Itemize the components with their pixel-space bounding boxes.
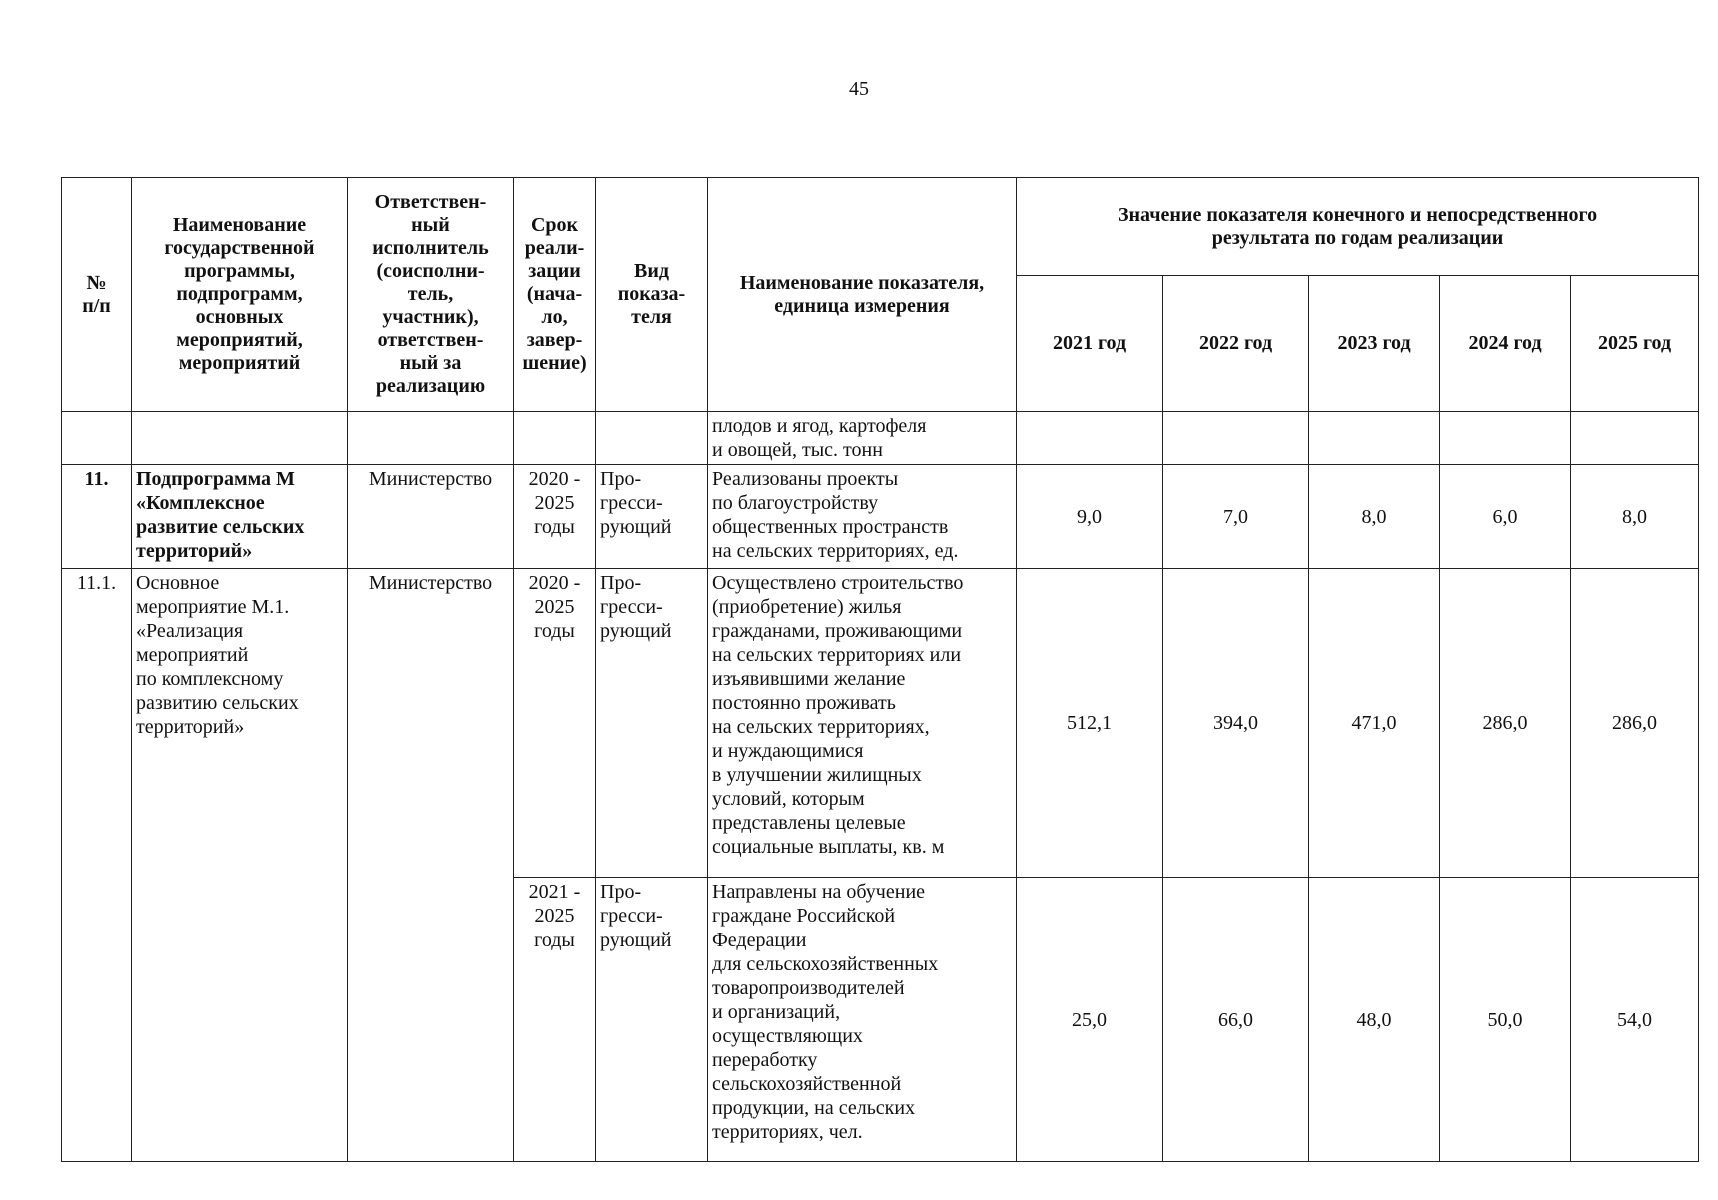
header-name: Наименование государственной программы, подпрограмм, основных мероприятий, мероприятий <box>132 178 348 412</box>
cell-period: 2020 - 2025 годы <box>514 465 596 569</box>
header-year-2021: 2021 год <box>1017 276 1163 412</box>
cell-value-2024: 286,0 <box>1440 569 1571 878</box>
cell-empty <box>1017 412 1163 465</box>
table-row-11-1 <box>62 569 1699 878</box>
table-row-continuation <box>62 412 1699 465</box>
cell-indicator-type: Про- гресси- рующий <box>596 878 708 1162</box>
cell-program-name: Основное мероприятие М.1. «Реализация мероприятий по комплексному развитию сельских территорий» <box>132 569 348 1162</box>
header-year-2022: 2022 год <box>1163 276 1309 412</box>
cell-empty <box>1163 412 1309 465</box>
cell-empty <box>62 412 132 465</box>
cell-value-2024: 50,0 <box>1440 878 1571 1162</box>
cell-value-2022: 7,0 <box>1163 465 1309 569</box>
cell-indicator-type: Про- гресси- рующий <box>596 465 708 569</box>
cell-value-2022: 394,0 <box>1163 569 1309 878</box>
cell-empty <box>348 412 514 465</box>
cell-value-2023: 471,0 <box>1309 569 1440 878</box>
cell-value-2025: 286,0 <box>1571 569 1699 878</box>
header-row-1 <box>62 178 1699 276</box>
cell-value-2025: 8,0 <box>1571 465 1699 569</box>
page-number: 45 <box>849 78 869 100</box>
cell-executor: Министерство <box>348 569 514 1162</box>
cell-empty <box>514 412 596 465</box>
indicators-table <box>61 177 1699 1162</box>
cell-indicator: Осуществлено строительство (приобретение) жилья гражданами, проживающими на сельских территориях или изъявившими желание постоянно проживать на сельских территориях, и нуждающимися в улучшении жилищных условий, которым представлены целевые социальные выплаты, кв. м <box>708 569 1017 878</box>
header-executor: Ответствен- ный исполнитель (соисполни- тель, участник), ответствен- ный за реализацию <box>348 178 514 412</box>
cell-empty <box>1440 412 1571 465</box>
cell-indicator: Реализованы проекты по благоустройству общественных пространств на сельских территориях, ед. <box>708 465 1017 569</box>
cell-indicator: Направлены на обучение граждане Российской Федерации для сельскохозяйственных товаропроизводителей и организаций, осуществляющих переработку сельскохозяйственной продукции, на сельских территориях, чел. <box>708 878 1017 1162</box>
header-indicator: Наименование показателя, единица измерения <box>708 178 1017 412</box>
header-year-2024: 2024 год <box>1440 276 1571 412</box>
cell-empty <box>132 412 348 465</box>
cell-empty <box>1571 412 1699 465</box>
header-year-2023: 2023 год <box>1309 276 1440 412</box>
cell-value-2023: 48,0 <box>1309 878 1440 1162</box>
cell-indicator: плодов и ягод, картофеля и овощей, тыс. тонн <box>708 412 1017 465</box>
header-year-2025: 2025 год <box>1571 276 1699 412</box>
header-values-group: Значение показателя конечного и непосредственного результата по годам реализации <box>1017 178 1699 276</box>
cell-value-2021: 512,1 <box>1017 569 1163 878</box>
cell-indicator-type: Про- гресси- рующий <box>596 569 708 878</box>
cell-program-name: Подпрограмма М «Комплексное развитие сельских территорий» <box>132 465 348 569</box>
header-num: № п/п <box>62 178 132 412</box>
cell-period: 2020 - 2025 годы <box>514 569 596 878</box>
cell-row-number: 11.1. <box>62 569 132 1162</box>
cell-value-2021: 9,0 <box>1017 465 1163 569</box>
cell-value-2021: 25,0 <box>1017 878 1163 1162</box>
cell-executor: Министерство <box>348 465 514 569</box>
table-row-11 <box>62 465 1699 569</box>
header-type: Вид показа- теля <box>596 178 708 412</box>
cell-value-2022: 66,0 <box>1163 878 1309 1162</box>
cell-empty <box>1309 412 1440 465</box>
cell-value-2025: 54,0 <box>1571 878 1699 1162</box>
cell-value-2023: 8,0 <box>1309 465 1440 569</box>
cell-value-2024: 6,0 <box>1440 465 1571 569</box>
header-period: Срок реали- зации (нача- ло, завер- шение) <box>514 178 596 412</box>
cell-empty <box>596 412 708 465</box>
cell-period: 2021 - 2025 годы <box>514 878 596 1162</box>
cell-row-number: 11. <box>62 465 132 569</box>
